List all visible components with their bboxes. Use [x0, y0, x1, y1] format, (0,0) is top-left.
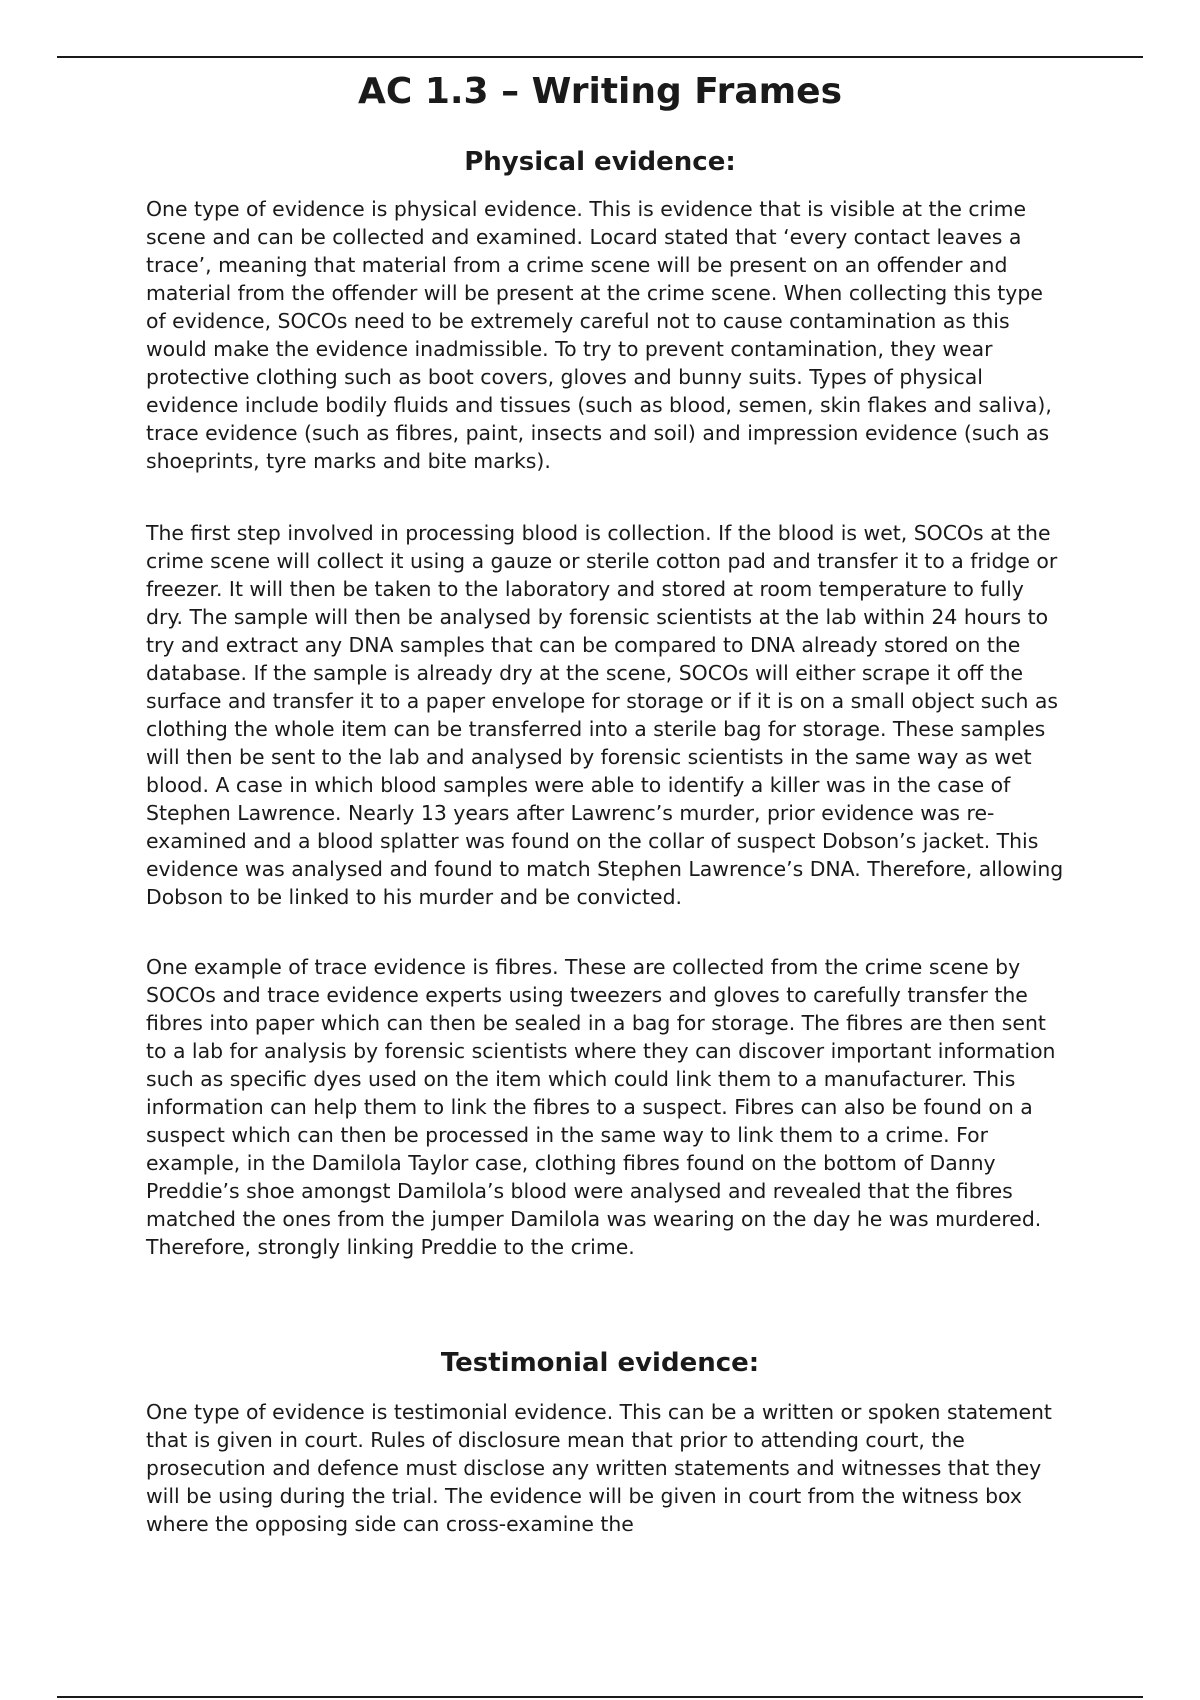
bottom-rule: [57, 1696, 1143, 1698]
paragraph-testimonial-evidence-intro: One type of evidence is testimonial evidence. This can be a written or spoken statement that is given in court. Rules of disclosure mean that prior to attending court, the prosecution and defence must disclose any written statements and witnesses that they will be using during the trial. The evidence will be given in court from the witness box where the opposing side can cross-examine the: [146, 1400, 1052, 1536]
top-rule: [57, 56, 1143, 58]
page-title: AC 1.3 – Writing Frames: [358, 71, 842, 112]
section-heading-physical-evidence: Physical evidence:: [464, 147, 736, 177]
paragraph-physical-evidence-intro: One type of evidence is physical evidence. This is evidence that is visible at the crime scene and can be collected and examined. Locard stated that ‘every contact leaves a trace’, meaning that material from a crime scene will be present on an offender and material from the offender will be present at the crime scene. When collecting this type of evidence, SOCOs need to be extremely careful not to cause contamination as this would make the evidence inadmissible. To try to prevent contamination, they wear protective clothing such as boot covers, gloves and bunny suits. Types of physical evidence include bodily fluids and tissues (such as blood, semen, skin flakes and saliva), trace evidence (such as fibres, paint, insects and soil) and impression evidence (such as shoeprints, tyre marks and bite marks).: [146, 197, 1052, 473]
paragraph-trace-evidence-fibres: One example of trace evidence is fibres. These are collected from the crime scene by SOCOs and trace evidence experts using tweezers and gloves to carefully transfer the fibres into paper which can then be sealed in a bag for storage. The fibres are then sent to a lab for analysis by forensic scientists where they can discover important information such as specific dyes used on the item which could link them to a manufacturer. This information can help them to link the fibres to a suspect. Fibres can also be found on a suspect which can then be processed in the same way to link them to a crime. For example, in the Damilola Taylor case, clothing fibres found on the bottom of Danny Preddie’s shoe amongst Damilola’s blood were analysed and revealed that the fibres matched the ones from the jumper Damilola was wearing on the day he was murdered. Therefore, strongly linking Preddie to the crime.: [146, 955, 1056, 1259]
section-heading-testimonial-evidence: Testimonial evidence:: [440, 1348, 760, 1378]
paragraph-blood-processing: The first step involved in processing blood is collection. If the blood is wet, SOCOs at the crime scene will collect it using a gauze or sterile cotton pad and transfer it to a fridge or freezer. It will then be taken to the laboratory and stored at room temperature to fully dry. The sample will then be analysed by forensic scientists at the lab within 24 hours to try and extract any DNA samples that can be compared to DNA already stored on the database. If the sample is already dry at the scene, SOCOs will either scrape it off the surface and transfer it to a paper envelope for storage or if it is on a small object such as clothing the whole item can be transferred into a sterile bag for storage. These samples will then be sent to the lab and analysed by forensic scientists in the same way as wet blood. A case in which blood samples were able to identify a killer was in the case of Stephen Lawrence. Nearly 13 years after Lawrenc’s murder, prior evidence was re-examined and a blood splatter was found on the collar of suspect Dobson’s jacket. This evidence was analysed and found to match Stephen Lawrence’s DNA. Therefore, allowing Dobson to be linked to his murder and be convicted.: [146, 521, 1064, 909]
